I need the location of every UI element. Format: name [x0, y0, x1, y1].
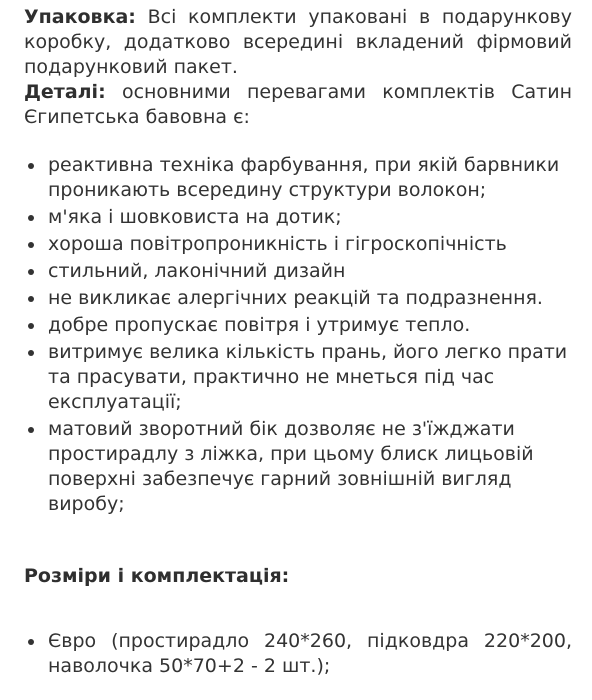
feature-text: стильний, лаконічний дизайн — [48, 260, 346, 282]
feature-text: м'яка і шовковиста на дотик; — [48, 206, 342, 228]
details-label: Деталі: — [24, 81, 106, 103]
bullet-icon — [28, 639, 34, 645]
spacer — [24, 519, 572, 564]
size-text: Євро (простирадло 240*260, підковдра 220*200, наволочка 50*70+2 - 2 шт.); — [48, 630, 572, 677]
packaging-paragraph — [24, 5, 572, 80]
bullet-icon — [28, 269, 34, 275]
product-description — [24, 5, 572, 681]
list-item — [24, 629, 572, 679]
list-item — [24, 205, 572, 230]
feature-text: витримує велика кількість прань, його легко прати та прасувати, практично не мнеться під час експлуатації; — [48, 341, 568, 413]
spacer — [24, 130, 572, 153]
list-item — [24, 340, 572, 415]
bullet-icon — [28, 350, 34, 356]
list-item — [24, 153, 572, 203]
feature-text: матовий зворотний бік дозволяє не з'їжджати простирадлу з ліжка, при цьому блиск лицьовій поверхні забезпечує гарний зовнішній вигляд виробу; — [48, 418, 534, 515]
spacer — [24, 589, 572, 629]
bullet-icon — [28, 427, 34, 433]
features-list — [24, 153, 572, 517]
list-item — [24, 313, 572, 338]
feature-text: не викликає алергічних реакцій та подразнення. — [48, 287, 543, 309]
bullet-icon — [28, 163, 34, 169]
list-item — [24, 232, 572, 257]
sizes-heading: Розміри і комплектація: — [24, 565, 290, 587]
list-item — [24, 417, 572, 517]
details-text: основними перевагами комплектів Сатин Єгипетська бавовна є: — [24, 81, 572, 128]
bullet-icon — [28, 323, 34, 329]
feature-text: добре пропускає повітря і утримує тепло. — [48, 314, 471, 336]
details-paragraph — [24, 80, 572, 130]
feature-text: реактивна техніка фарбування, при якій барвники проникають всередину структури волокон; — [48, 154, 560, 201]
packaging-label: Упаковка: — [24, 6, 136, 28]
list-item — [24, 286, 572, 311]
feature-text: хороша повітропроникність і гігроскопічність — [48, 233, 507, 255]
sizes-list — [24, 629, 572, 679]
bullet-icon — [28, 296, 34, 302]
packaging-text: Всі комплекти упаковані в подарункову коробку, додатково всередині вкладений фірмовий подарунковий пакет. — [24, 6, 572, 78]
list-item — [24, 259, 572, 284]
bullet-icon — [28, 242, 34, 248]
bullet-icon — [28, 215, 34, 221]
